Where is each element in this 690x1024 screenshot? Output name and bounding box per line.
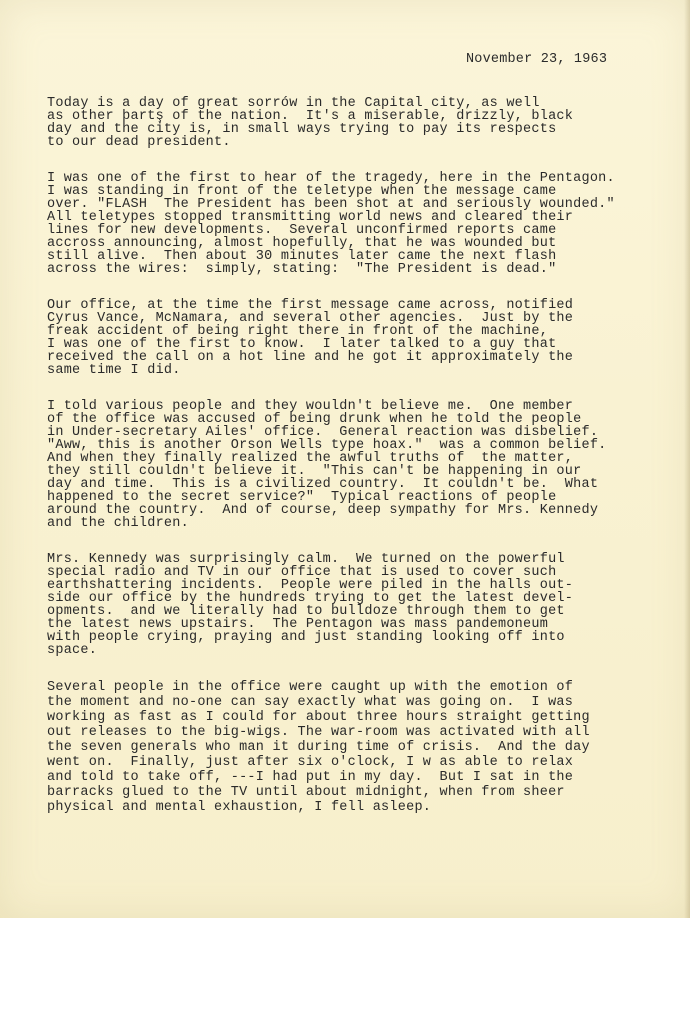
paragraph-3 [47, 299, 677, 377]
text-line: Several people in the office were caught up with the emotion of [47, 680, 574, 695]
text-line: side our office by the hundreds trying to get the latest devel- [47, 591, 574, 606]
text-line: space. [47, 643, 98, 658]
text-line: lines for new developments. Several unconfirmed reports came [47, 223, 557, 238]
text-line: I was standing in front of the teletype when the message came [47, 184, 557, 199]
text-line: still alive. Then about 30 minutes later came the next flash [47, 249, 557, 264]
text-line: opments. and we literally had to bulldoze through them to get [47, 604, 565, 619]
text-line: accross announcing, almost hopefully, that he was wounded but [47, 236, 557, 251]
text-line: over. "FLASH The President has been shot at and seriously wounded." [47, 197, 615, 212]
text-line: special radio and TV in our office that is used to cover such [47, 565, 557, 580]
text-line: in Under-secretary Ailes' office. General reaction was disbelief. [47, 425, 599, 440]
letter-body [47, 97, 677, 838]
text-line: "Aww, this is another Orson Wells type hoax." was a common belief. [47, 438, 607, 453]
text-line: the moment and no-one can say exactly what was going on. I was [47, 695, 574, 710]
text-line: barracks glued to the TV until about midnight, when from sheer [47, 785, 565, 800]
paragraph-5 [47, 553, 677, 657]
text-line: Today is a day of great sorrów in the Capital city, as well [47, 96, 540, 111]
text-line: they still couldn't believe it. "This can't be happening in our [47, 464, 582, 479]
text-line: and told to take off, ---I had put in my day. But I sat in the [47, 770, 574, 785]
text-line: to our dead president. [47, 135, 231, 150]
text-line: I told various people and they wouldn't believe me. One member [47, 399, 574, 414]
text-line: out releases to the big-wigs. The war-room was activated with all [47, 725, 590, 740]
text-line: All teletypes stopped transmitting world news and cleared their [47, 210, 574, 225]
text-line: same time I did. [47, 363, 181, 378]
text-line: the latest news upstairs. The Pentagon was mass pandemoneum [47, 617, 549, 632]
text-line: Cyrus Vance, McNamara, and several other agencies. Just by the [47, 311, 574, 326]
paragraph-6 [47, 680, 677, 815]
text-line: And when they finally realized the awful truths of the matter, [47, 451, 574, 466]
text-line: day and the city is, in small ways trying to pay its respects [47, 122, 557, 137]
text-line: with people crying, praying and just standing looking off into [47, 630, 565, 645]
paragraph-4 [47, 400, 677, 530]
text-line: around the country. And of course, deep sympathy for Mrs. Kennedy [47, 503, 599, 518]
text-line: Mrs. Kennedy was surprisingly calm. We turned on the powerful [47, 552, 565, 567]
text-line: as other þartş of the nation. It's a miserable, drizzly, black [47, 109, 574, 124]
text-line: Our office, at the time the first message came across, notified [47, 298, 574, 313]
text-line: freak accident of being right there in front of the machine, [47, 324, 549, 339]
text-line: earthshattering incidents. People were piled in the halls out- [47, 578, 574, 593]
text-line: went on. Finally, just after six o'clock, I w as able to relax [47, 755, 574, 770]
text-line: the seven generals who man it during time of crisis. And the day [47, 740, 590, 755]
text-line: working as fast as I could for about three hours straight getting [47, 710, 590, 725]
text-line: across the wires: simply, stating: "The President is dead." [47, 262, 557, 277]
text-line: happened to the secret service?" Typical reactions of people [47, 490, 557, 505]
text-line: of the office was accused of being drunk when he told the people [47, 412, 582, 427]
text-line: received the call on a hot line and he got it approximately the [47, 350, 574, 365]
letter-date: November 23, 1963 [466, 52, 608, 67]
paragraph-2 [47, 172, 677, 276]
text-line: I was one of the first to hear of the tragedy, here in the Pentagon. [47, 171, 615, 186]
text-line: and the children. [47, 516, 189, 531]
text-line: I was one of the first to know. I later talked to a guy that [47, 337, 557, 352]
text-line: physical and mental exhaustion, I fell asleep. [47, 800, 432, 815]
text-line: day and time. This is a civilized country. It couldn't be. What [47, 477, 599, 492]
paragraph-1 [47, 97, 677, 149]
